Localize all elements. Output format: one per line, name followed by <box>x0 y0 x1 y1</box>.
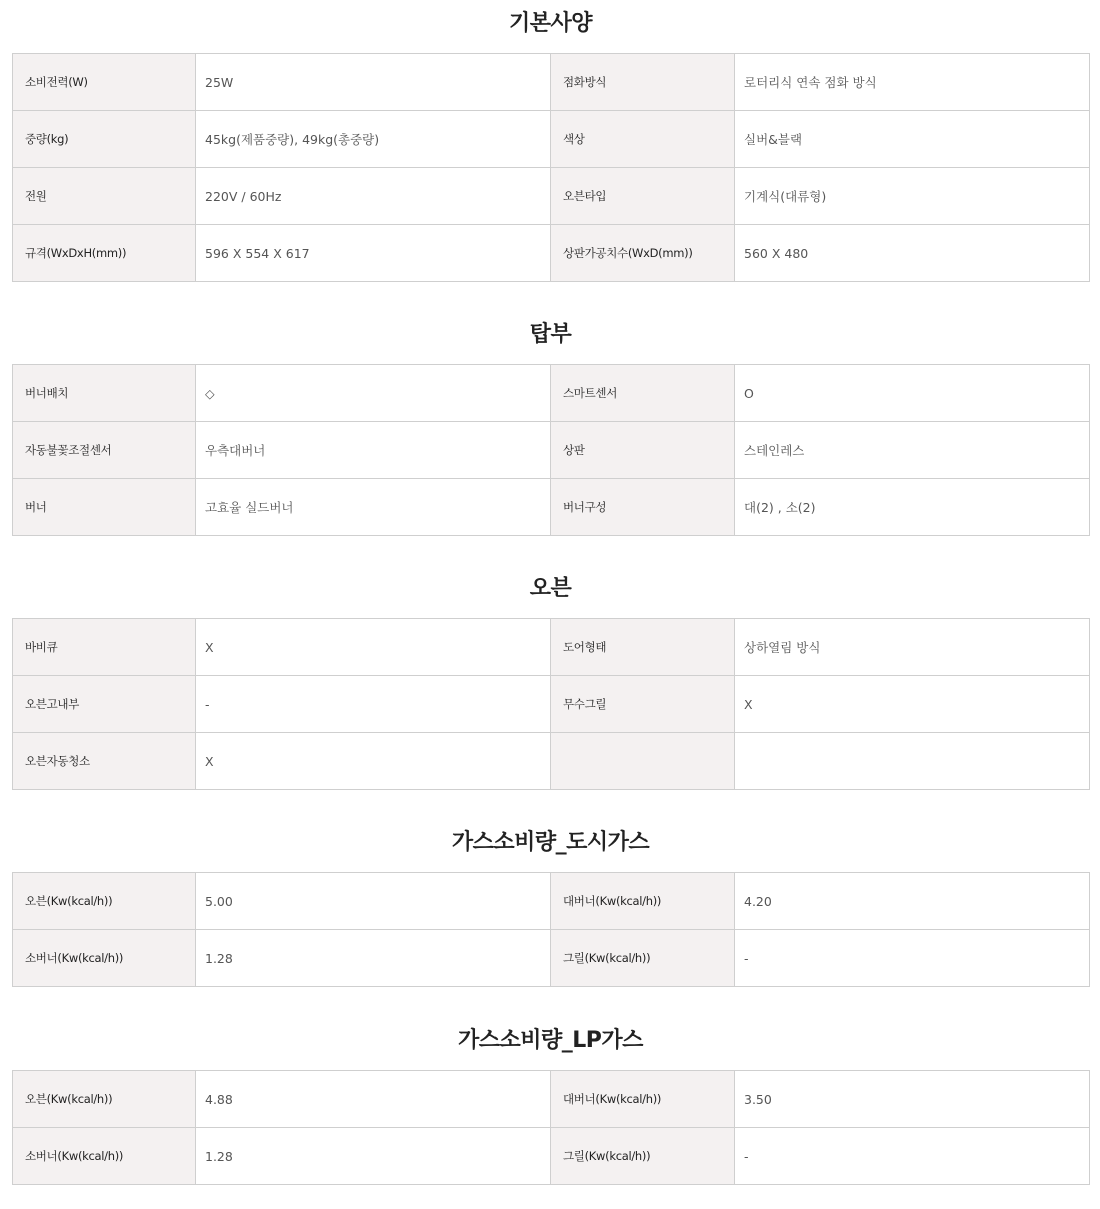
spec-value: 45kg(제품중량), 49kg(총중량) <box>196 111 551 168</box>
spec-label: 상판 <box>551 422 735 479</box>
spec-value: ◇ <box>196 365 551 422</box>
spec-value: 4.20 <box>735 873 1090 930</box>
spec-value: 로터리식 연속 점화 방식 <box>735 54 1090 111</box>
spec-label: 전원 <box>13 168 196 225</box>
table-row <box>13 111 1090 168</box>
spec-value: - <box>196 676 551 733</box>
spec-label: 버너 <box>13 479 196 536</box>
spec-label: 대버너(Kw(kcal/h)) <box>551 873 735 930</box>
table-row <box>13 733 1090 790</box>
spec-value: O <box>735 365 1090 422</box>
spec-value-empty <box>735 733 1090 790</box>
spec-table <box>12 1070 1090 1185</box>
spec-value: - <box>735 1128 1090 1185</box>
spec-table <box>12 872 1090 987</box>
spec-label: 그릴(Kw(kcal/h)) <box>551 930 735 987</box>
table-row <box>13 619 1090 676</box>
table-row <box>13 479 1090 536</box>
spec-label: 오븐타입 <box>551 168 735 225</box>
spec-label: 바비큐 <box>13 619 196 676</box>
spec-label: 오븐(Kw(kcal/h)) <box>13 1071 196 1128</box>
spec-label: 오븐자동청소 <box>13 733 196 790</box>
table-row <box>13 422 1090 479</box>
spec-value: X <box>196 619 551 676</box>
spec-table <box>12 53 1090 282</box>
section-title: 기본사양 <box>508 11 592 36</box>
section-title: 탑부 <box>529 322 572 347</box>
table-row <box>13 1071 1090 1128</box>
spec-label: 무수그릴 <box>551 676 735 733</box>
table-row <box>13 54 1090 111</box>
spec-label: 오븐고내부 <box>13 676 196 733</box>
spec-label: 버너구성 <box>551 479 735 536</box>
spec-label: 그릴(Kw(kcal/h)) <box>551 1128 735 1185</box>
spec-value: 실버&블랙 <box>735 111 1090 168</box>
section-title: 가스소비량_LP가스 <box>458 1028 643 1053</box>
spec-value: 3.50 <box>735 1071 1090 1128</box>
table-row <box>13 1128 1090 1185</box>
spec-label: 도어형태 <box>551 619 735 676</box>
spec-label: 상판가공치수(WxD(mm)) <box>551 225 735 282</box>
spec-label: 점화방식 <box>551 54 735 111</box>
spec-label: 소버너(Kw(kcal/h)) <box>13 1128 196 1185</box>
table-row <box>13 676 1090 733</box>
spec-value: 4.88 <box>196 1071 551 1128</box>
table-row <box>13 168 1090 225</box>
spec-value: 스테인레스 <box>735 422 1090 479</box>
spec-value: 대(2) , 소(2) <box>735 479 1090 536</box>
spec-value: 25W <box>196 54 551 111</box>
spec-value: - <box>735 930 1090 987</box>
spec-table <box>12 364 1090 536</box>
spec-table <box>12 618 1090 790</box>
spec-value: 1.28 <box>196 1128 551 1185</box>
spec-value: 우측대버너 <box>196 422 551 479</box>
spec-label: 소버너(Kw(kcal/h)) <box>13 930 196 987</box>
section-title: 오븐 <box>529 576 572 601</box>
spec-value: X <box>196 733 551 790</box>
spec-label: 스마트센서 <box>551 365 735 422</box>
spec-value: X <box>735 676 1090 733</box>
spec-label: 중량(kg) <box>13 111 196 168</box>
spec-value: 상하열림 방식 <box>735 619 1090 676</box>
spec-label: 자동불꽃조절센서 <box>13 422 196 479</box>
spec-value: 1.28 <box>196 930 551 987</box>
table-row <box>13 365 1090 422</box>
spec-value: 기계식(대류형) <box>735 168 1090 225</box>
spec-label: 규격(WxDxH(mm)) <box>13 225 196 282</box>
spec-value: 5.00 <box>196 873 551 930</box>
spec-label: 오븐(Kw(kcal/h)) <box>13 873 196 930</box>
spec-value: 고효율 실드버너 <box>196 479 551 536</box>
spec-label: 대버너(Kw(kcal/h)) <box>551 1071 735 1128</box>
spec-label: 소비전력(W) <box>13 54 196 111</box>
table-row <box>13 930 1090 987</box>
spec-value: 560 X 480 <box>735 225 1090 282</box>
spec-label: 색상 <box>551 111 735 168</box>
spec-value: 220V / 60Hz <box>196 168 551 225</box>
table-row <box>13 225 1090 282</box>
spec-label: 버너배치 <box>13 365 196 422</box>
table-row <box>13 873 1090 930</box>
section-title: 가스소비량_도시가스 <box>451 830 650 855</box>
spec-value: 596 X 554 X 617 <box>196 225 551 282</box>
spec-label-empty <box>551 733 735 790</box>
